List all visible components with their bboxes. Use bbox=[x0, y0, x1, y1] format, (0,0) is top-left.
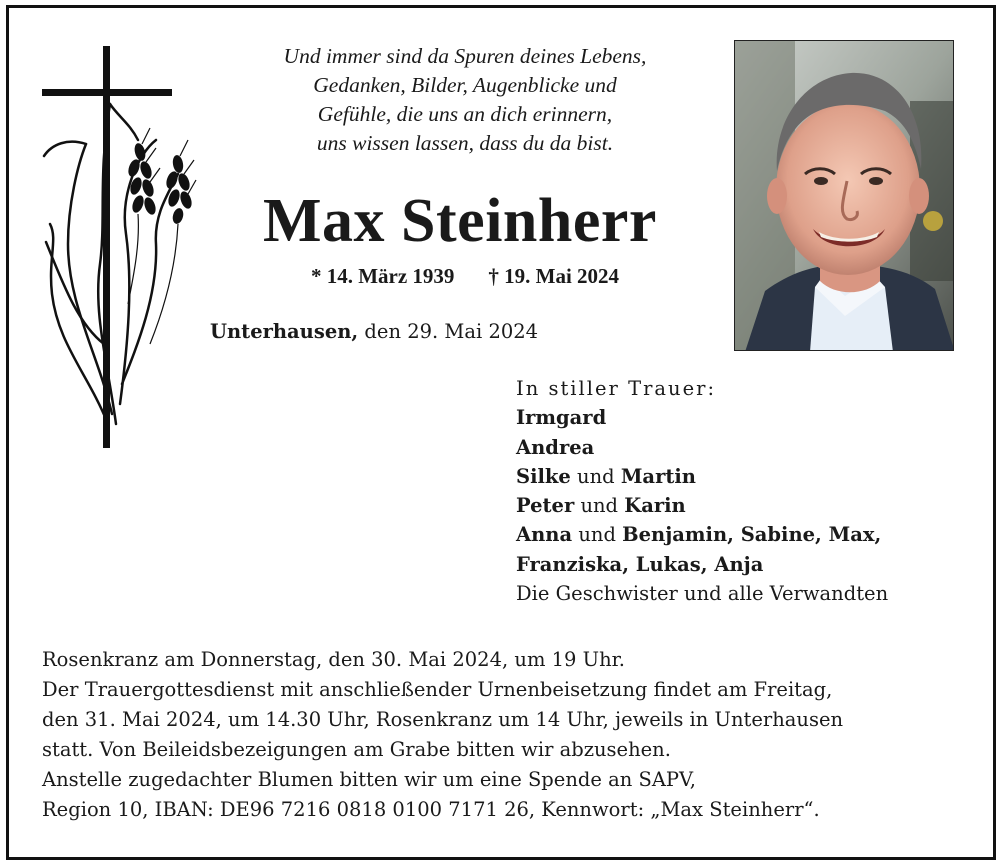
deceased-name: Max Steinherr bbox=[263, 187, 657, 255]
place-date bbox=[210, 318, 538, 346]
conjunction: und bbox=[577, 464, 615, 488]
mourner-names: Benjamin, Sabine, Max, bbox=[622, 523, 882, 547]
info-line: Region 10, IBAN: DE96 7216 0818 0100 7171 26, Kennwort: „Max Steinherr“. bbox=[42, 798, 820, 821]
info-line: Der Trauergottesdienst mit anschließender Urnenbeisetzung findet am Freitag, bbox=[42, 678, 833, 701]
poem-line: Gedanken, Bilder, Augenblicke und bbox=[313, 73, 617, 97]
mourner-name: Peter bbox=[516, 494, 575, 518]
info-line: statt. Von Beileidsbezeigungen am Grabe bitten wir abzusehen. bbox=[42, 738, 671, 761]
mourner-name: Andrea bbox=[516, 435, 595, 459]
conjunction: und bbox=[580, 494, 619, 518]
life-dates bbox=[230, 262, 700, 290]
mourner-name: Silke bbox=[516, 464, 571, 488]
poem-line: Und immer sind da Spuren deines Lebens, bbox=[283, 44, 647, 68]
mourner-name: Anna bbox=[516, 523, 573, 547]
mourners-intro: In stiller Trauer: bbox=[516, 377, 717, 400]
place: Unterhausen, bbox=[210, 320, 359, 343]
birth-date: * 14. März 1939 bbox=[310, 264, 455, 288]
poem-line: uns wissen lassen, dass du da bist. bbox=[316, 131, 614, 155]
portrait-photo bbox=[734, 40, 954, 351]
info-line: Anstelle zugedachter Blumen bitten wir um eine Spende an SAPV, bbox=[42, 768, 696, 791]
cross-with-wheat-icon bbox=[38, 44, 198, 450]
date: den 29. Mai 2024 bbox=[364, 320, 539, 343]
funeral-info bbox=[42, 645, 843, 825]
info-line: Rosenkranz am Donnerstag, den 30. Mai 2024, um 19 Uhr. bbox=[42, 648, 626, 671]
mourner-name: Martin bbox=[620, 464, 696, 488]
mourner-name: Irmgard bbox=[516, 406, 607, 430]
mourners-list bbox=[516, 374, 888, 608]
conjunction: und bbox=[578, 523, 616, 547]
death-date: † 19. Mai 2024 bbox=[488, 264, 620, 288]
mourner-name: Karin bbox=[624, 494, 686, 518]
mourner-names: Franziska, Lukas, Anja bbox=[516, 552, 764, 576]
relatives-line: Die Geschwister und alle Verwandten bbox=[516, 582, 889, 606]
poem-line: Gefühle, die uns an dich erinnern, bbox=[317, 102, 613, 126]
poem bbox=[230, 42, 700, 158]
info-line: den 31. Mai 2024, um 14.30 Uhr, Rosenkranz um 14 Uhr, jeweils in Unterhausen bbox=[42, 708, 844, 731]
